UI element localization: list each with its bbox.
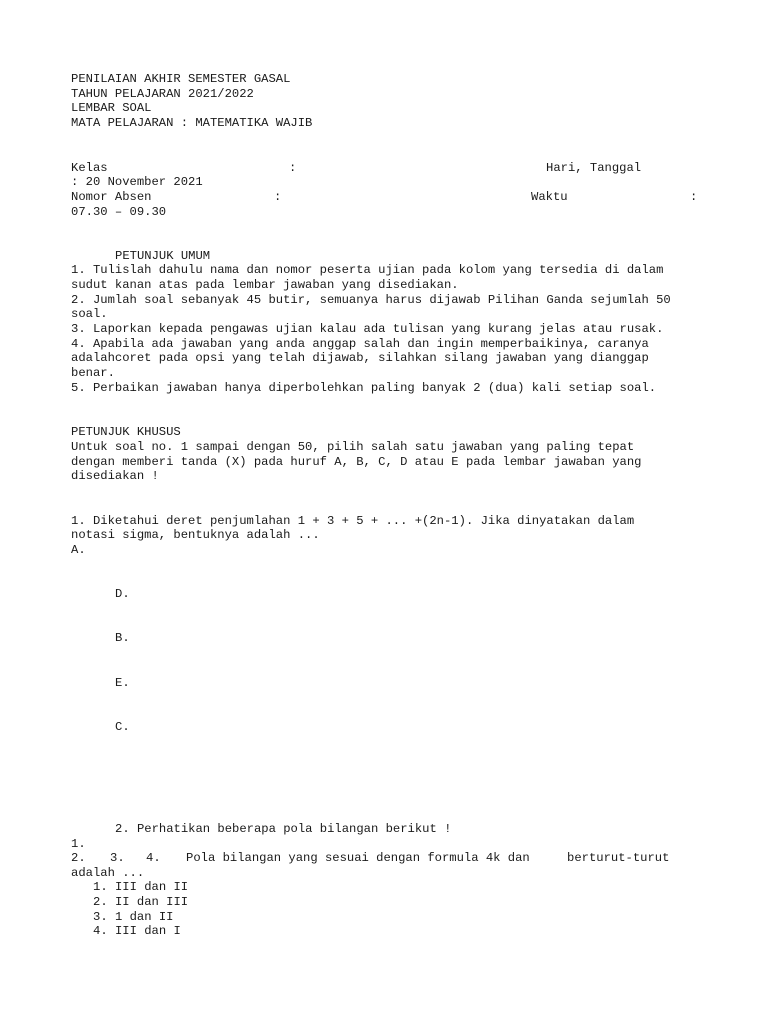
- question-1-option-d: D.: [115, 587, 130, 601]
- waktu-value: 07.30 – 09.30: [71, 205, 167, 219]
- question-2-stem: Pola bilangan yang sesuai dengan formula 4k dan: [186, 851, 530, 865]
- question-1-option-c: C.: [115, 720, 130, 734]
- question-2-stem-line2: adalah ...: [71, 866, 145, 880]
- petunjuk-khusus-line: Untuk soal no. 1 sampai dengan 50, pilih salah satu jawaban yang paling tepat: [71, 440, 635, 454]
- hari-tanggal-label: Hari, Tanggal: [546, 161, 642, 175]
- waktu-colon: :: [690, 190, 698, 204]
- petunjuk-umum-line: sudut kanan atas pada lembar jawaban yang disediakan.: [71, 278, 459, 292]
- petunjuk-umum-line: benar.: [71, 366, 115, 380]
- petunjuk-khusus-line: disediakan !: [71, 469, 159, 483]
- kelas-colon: :: [289, 161, 297, 175]
- header-exam-title: PENILAIAN AKHIR SEMESTER GASAL: [71, 72, 291, 86]
- question-2-intro: 2. Perhatikan beberapa pola bilangan berikut !: [115, 822, 452, 836]
- kelas-label: Kelas: [71, 161, 108, 175]
- question-2-option: 3. 1 dan II: [93, 910, 174, 924]
- hari-tanggal-value: : 20 November 2021: [71, 175, 203, 189]
- question-1-option-e: E.: [115, 676, 130, 690]
- question-2-pattern-1: 1.: [71, 837, 86, 851]
- question-1-text: notasi sigma, bentuknya adalah ...: [71, 528, 320, 542]
- petunjuk-khusus-title: PETUNJUK KHUSUS: [71, 425, 181, 439]
- header-academic-year: TAHUN PELAJARAN 2021/2022: [71, 87, 254, 101]
- petunjuk-umum-title: PETUNJUK UMUM: [115, 249, 211, 263]
- question-1-text: 1. Diketahui deret penjumlahan 1 + 3 + 5 + ... +(2n-1). Jika dinyatakan dalam: [71, 514, 635, 528]
- question-2-option: 4. III dan I: [93, 924, 181, 938]
- petunjuk-umum-line: adalahcoret pada opsi yang telah dijawab, silahkan silang jawaban yang dianggap: [71, 351, 649, 365]
- question-1-option-a: A.: [71, 543, 86, 557]
- question-2-pattern-2: 2.: [71, 851, 86, 865]
- header-sheet-type: LEMBAR SOAL: [71, 101, 152, 115]
- question-1-option-b: B.: [115, 631, 130, 645]
- question-2-stem-end: berturut-turut: [567, 851, 670, 865]
- petunjuk-umum-line: 5. Perbaikan jawaban hanya diperbolehkan paling banyak 2 (dua) kali setiap soal.: [71, 381, 657, 395]
- petunjuk-umum-line: 3. Laporkan kepada pengawas ujian kalau ada tulisan yang kurang jelas atau rusak.: [71, 322, 664, 336]
- petunjuk-umum-line: soal.: [71, 307, 108, 321]
- petunjuk-umum-line: 4. Apabila ada jawaban yang anda anggap salah dan ingin memperbaikinya, caranya: [71, 337, 649, 351]
- petunjuk-umum-line: 2. Jumlah soal sebanyak 45 butir, semuanya harus dijawab Pilihan Ganda sejumlah 50: [71, 293, 671, 307]
- question-2-pattern-3: 3.: [110, 851, 125, 865]
- nomor-absen-colon: :: [274, 190, 282, 204]
- petunjuk-khusus-line: dengan memberi tanda (X) pada huruf A, B, C, D atau E pada lembar jawaban yang: [71, 455, 642, 469]
- question-2-option: 1. III dan II: [93, 880, 189, 894]
- petunjuk-umum-line: 1. Tulislah dahulu nama dan nomor peserta ujian pada kolom yang tersedia di dalam: [71, 263, 664, 277]
- question-2-option: 2. II dan III: [93, 895, 189, 909]
- header-subject: MATA PELAJARAN : MATEMATIKA WAJIB: [71, 116, 313, 130]
- question-2-pattern-4: 4.: [146, 851, 161, 865]
- nomor-absen-label: Nomor Absen: [71, 190, 152, 204]
- waktu-label: Waktu: [531, 190, 568, 204]
